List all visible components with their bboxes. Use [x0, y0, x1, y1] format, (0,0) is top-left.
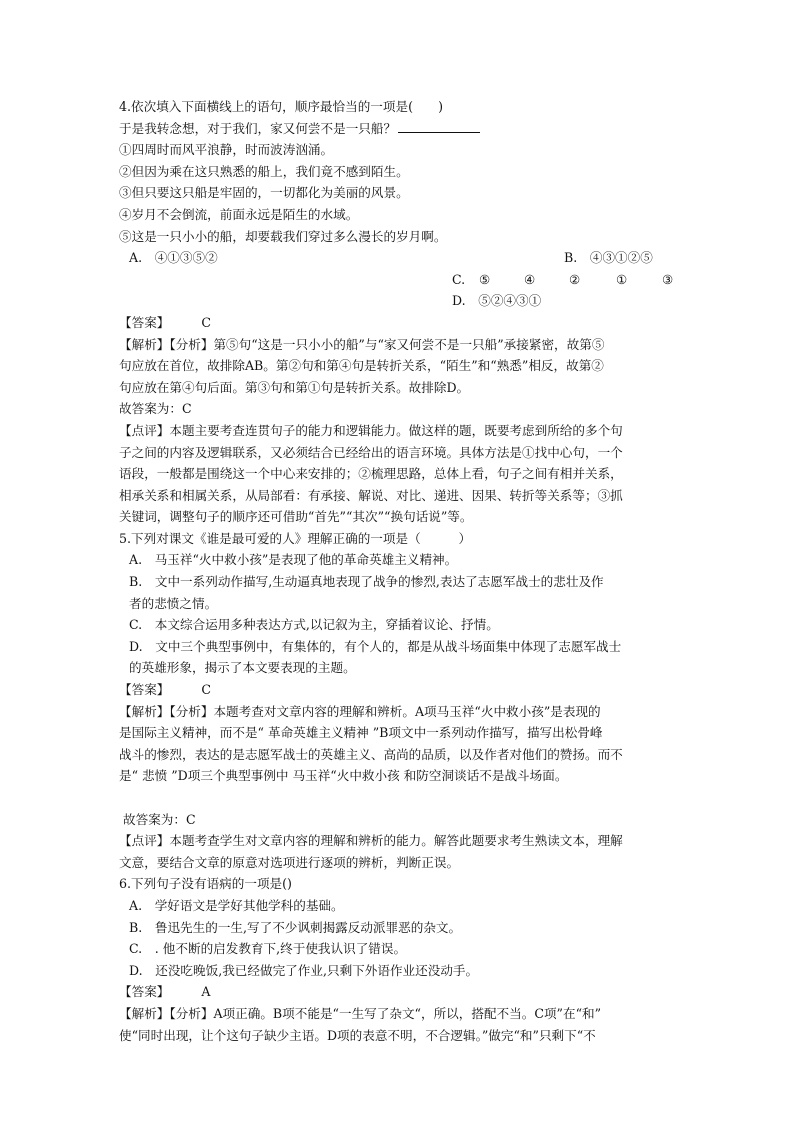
q6-option-d: D. 还没吃晚饭,我已经做完了作业,只剩下外语作业还没动手。 — [129, 962, 479, 978]
q5-option-d-cont: 的英雄形象，揭示了本文要表现的主题。 — [129, 660, 356, 676]
q6-option-a: A. 学好语文是学好其他学科的基础。 — [129, 897, 344, 913]
q4-comment: 语段，一般都是围绕这一个中心来安排的；②梳理思路，总体上看，句子之间有相并关系， — [119, 466, 623, 482]
answer-value: C — [201, 314, 212, 330]
q4-comment: 子之间的内容及逻辑联系，又必须结合已经给出的语言环境。具体方法是①找中心句，一个 — [119, 444, 623, 460]
q5-option-b: B. 文中一系列动作描写,生动逼真地表现了战争的惨烈,表达了志愿军战士的悲壮及作 — [129, 574, 604, 590]
q5-result: 故答案为：C — [123, 811, 196, 827]
q4-answer — [119, 312, 679, 334]
q5-option-c: C. 本文综合运用多种表达方式,以记叙为主，穿插着议论、抒情。 — [129, 617, 499, 633]
q5-analysis: 战斗的惨烈，表达的是志愿军战士的英雄主义、高尚的品质，以及作者对他们的赞扬。而不 — [119, 746, 623, 762]
q6-analysis: 使“同时出现，让个这句子缺少主语。D项的表意不明，不合逻辑。”做完“和”只剩下“不 — [119, 1027, 596, 1043]
q4-option-c-item: ③ — [662, 271, 674, 287]
q5-analysis: 是“ 悲愤 ”D项三个典型事例中 马玉祥“火中救小孩 和防空洞谈话不是战斗场面。 — [119, 768, 568, 784]
answer-value: C — [201, 682, 212, 698]
q4-sentence-5: ⑤这是一只小小的船，却要载我们穿过多么漫长的岁月啊。 — [119, 228, 447, 244]
q5-answer — [119, 679, 679, 701]
q4-option-a: A. ④①③⑤② — [129, 250, 218, 266]
q4-option-d — [119, 290, 679, 312]
q4-analysis: 句应放在第④句后面。第③句和第①句是转折关系。故排除D。 — [119, 379, 470, 395]
fill-blank — [398, 119, 480, 133]
q4-sentence-3: ③但只要这只船是牢固的，一切都化为美丽的风景。 — [119, 185, 409, 201]
q5-analysis: 是国际主义精神，而不是“ 革命英雄主义精神 ”B项文中一系列动作描写，描写出松骨峰 — [119, 725, 603, 741]
q4-comment: 相承关系和相属关系，从局部看：有承接、解说、对比、递进、因果、转折等关系等；③抓 — [119, 487, 623, 503]
q4-result: 故答案为：C — [119, 401, 192, 417]
q4-sentence-1: ①四周时而风平浪静，时而波涛汹涌。 — [119, 142, 334, 158]
q4-option-c-item: ② — [569, 271, 581, 287]
q4-analysis: 句应放在首位，故排除AB。第②句和第④句是转折关系，“陌生”和“熟悉”相反，故第② — [119, 358, 604, 374]
answer-label: 【答案】 — [119, 314, 170, 330]
q4-context — [119, 118, 679, 140]
answer-label: 【答案】 — [119, 984, 170, 1000]
q5-comment: 文意，要结合文章的原意对选项进行逐项的辨析，判断正误。 — [119, 854, 460, 870]
q4-option-c-item: ① — [616, 271, 628, 287]
q4-stem: 4.依次填入下面横线上的语句，顺序最恰当的一项是( ) — [119, 99, 444, 114]
q5-analysis: 【解析】【分析】本题考查对文章内容的理解和辨析。A项马玉祥“火中救小孩”是表现的 — [119, 703, 601, 719]
answer-label: 【答案】 — [119, 682, 170, 698]
q4-sentence-4: ④岁月不会倒流，前面永远是陌生的水域。 — [119, 206, 359, 222]
q6-analysis: 【解析】【分析】A项正确。B项不能是“一生写了杂文“，所以，搭配不当。C项”在“和” — [119, 1005, 602, 1021]
q4-comment: 【点评】本题主要考查连贯句子的能力和逻辑能力。做这样的题，既要考虑到所给的多个句 — [119, 422, 623, 438]
q4-option-c-item: ④ — [524, 271, 536, 287]
q5-option-a: A. 马玉祥“火中救小孩”是表现了他的革命英雄主义精神。 — [129, 552, 458, 568]
q4-option-b: B. ④③①②⑤ — [564, 250, 653, 266]
q5-stem: 5.下列对课文《谁是最可爱的人》理解正确的一项是（ ） — [119, 530, 472, 546]
q6-option-c: C. . 他不断的启发教育下,终于使我认识了错误。 — [129, 941, 407, 957]
q4-option-c-label: C. — [452, 271, 466, 287]
q6-option-b: B. 鲁迅先生的一生,写了不少讽刺揭露反动派罪恶的杂文。 — [129, 919, 462, 935]
q6-answer — [119, 981, 679, 1003]
q4-options-ab — [119, 247, 679, 269]
q4-context-text: 于是我转念想，对于我们，家又何尝不是一只船？ — [119, 120, 397, 136]
q4-analysis: 【解析】【分析】第⑤句“这是一只小小的船”与“家又何尝不是一只船”承接紧密，故第⑤ — [119, 336, 605, 352]
q4-comment: 关键词，调整句子的顺序还可借助“首先”“其次”“换句话说”等。 — [119, 509, 473, 525]
answer-value: A — [201, 984, 211, 1000]
q4-option-d-text: D. ⑤②④③① — [452, 293, 542, 309]
document-page — [119, 96, 679, 1046]
q5-comment: 【点评】本题考查学生对文章内容的理解和辨析的能力。解答此题要求考生熟读文本，理解 — [119, 833, 623, 849]
q6-stem: 6.下列句子没有语病的一项是() — [119, 876, 292, 892]
q5-option-d: D. 文中三个典型事例中，有集体的，有个人的，都是从战斗场面集中体现了志愿军战士 — [129, 638, 622, 654]
q4-option-c-item: ⑤ — [479, 271, 491, 287]
q5-option-b-cont: 者的悲愤之情。 — [129, 595, 218, 611]
q4-sentence-2: ②但因为乘在这只熟悉的船上，我们竟不感到陌生。 — [119, 163, 409, 179]
q4-option-c — [119, 269, 679, 291]
